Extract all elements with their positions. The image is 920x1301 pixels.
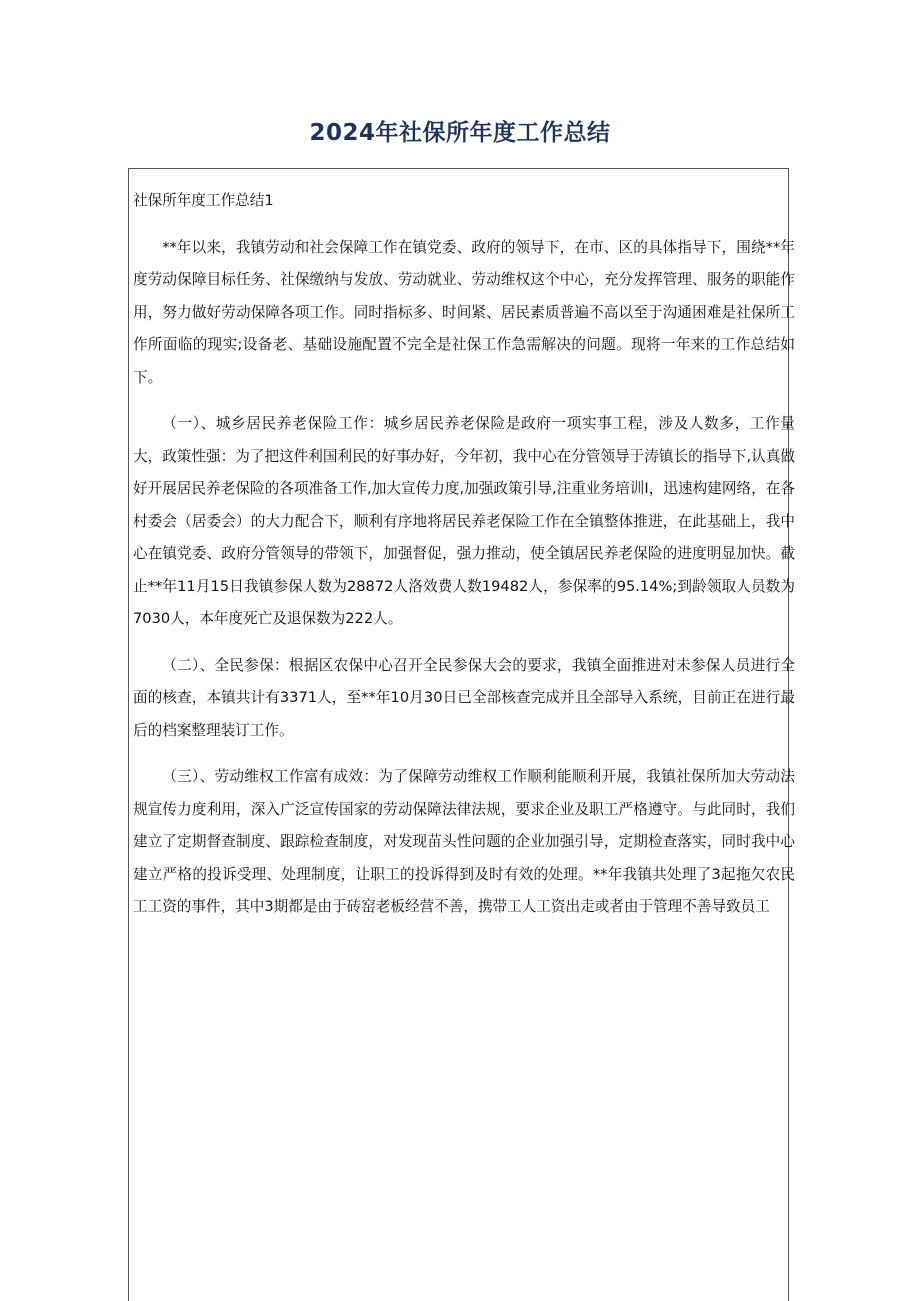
- paragraph-labor-rights: （三）、劳动维权工作富有成效：为了保障劳动维权工作顺利能顺利开展，我镇社保所加大劳动法规宣传力度利用，深入广泛宣传国家的劳动保障法律法规，要求企业及职工严格遵守。与此同时，我们建立了定期督查制度、跟踪检查制度，对发现苗头性问题的企业加强引导，定期检查落实，同时我中心建立严格的投诉受理、处理制度，让职工的投诉得到及时有效的处理。**年我镇共处理了3起拖欠农民工工资的事件，其中3期都是由于砖窑老板经营不善，携带工人工资出走或者由于管理不善导致员工: [133, 768, 795, 915]
- paragraph-intro: **年以来，我镇劳动和社会保障工作在镇党委、政府的领导下，在市、区的具体指导下，围绕**年度劳动保障目标任务、社保缴纳与发放、劳动就业、劳动维权这个中心，充分发挥管理、服务的职能作用，努力做好劳动保障各项工作。同时指标多、时间紧、居民素质普遍不高以至于沟通困难是社保所工作所面临的现实;设备老、基础设施配置不完全是社保工作急需解决的问题。现将一年来的工作总结如下。: [133, 238, 795, 386]
- paragraph-pension-insurance: （一）、城乡居民养老保险工作：城乡居民养老保险是政府一项实事工程，涉及人数多，工作量大，政策性强：为了把这件利国利民的好事办好，今年初，我中心在分管领导于涛镇长的指导下,认真做好开展居民养老保险的各项准备工作,加大宣传力度,加强政策引导,注重业务培训I，迅速构建网络，在各村委会（居委会）的大力配合下，顺利有序地将居民养老保险工作在全镇整体推进，在此基础上，我中心在镇党委、政府分管领导的带领下，加强督促，强力推动，使全镇居民养老保险的进度明显加快。截止**年11月15日我镇参保人数为28872人洛效费人数19482人，参保率的95.14%;到龄领取人员数为7030人，本年度死亡及退保数为222人。: [133, 415, 795, 627]
- section-heading: 社保所年度工作总结1: [133, 192, 274, 209]
- paragraph-universal-enrollment: （二）、全民参保：根据区农保中心召开全民参保大会的要求，我镇全面推进对未参保人员进行全面的核查，本镇共计有3371人，至**年10月30日已全部核查完成并且全部导入系统，目前正在进行最后的档案整理装订工作。: [133, 656, 795, 739]
- document-title: 2024年社保所年度工作总结: [309, 120, 611, 146]
- document-body: [133, 185, 795, 938]
